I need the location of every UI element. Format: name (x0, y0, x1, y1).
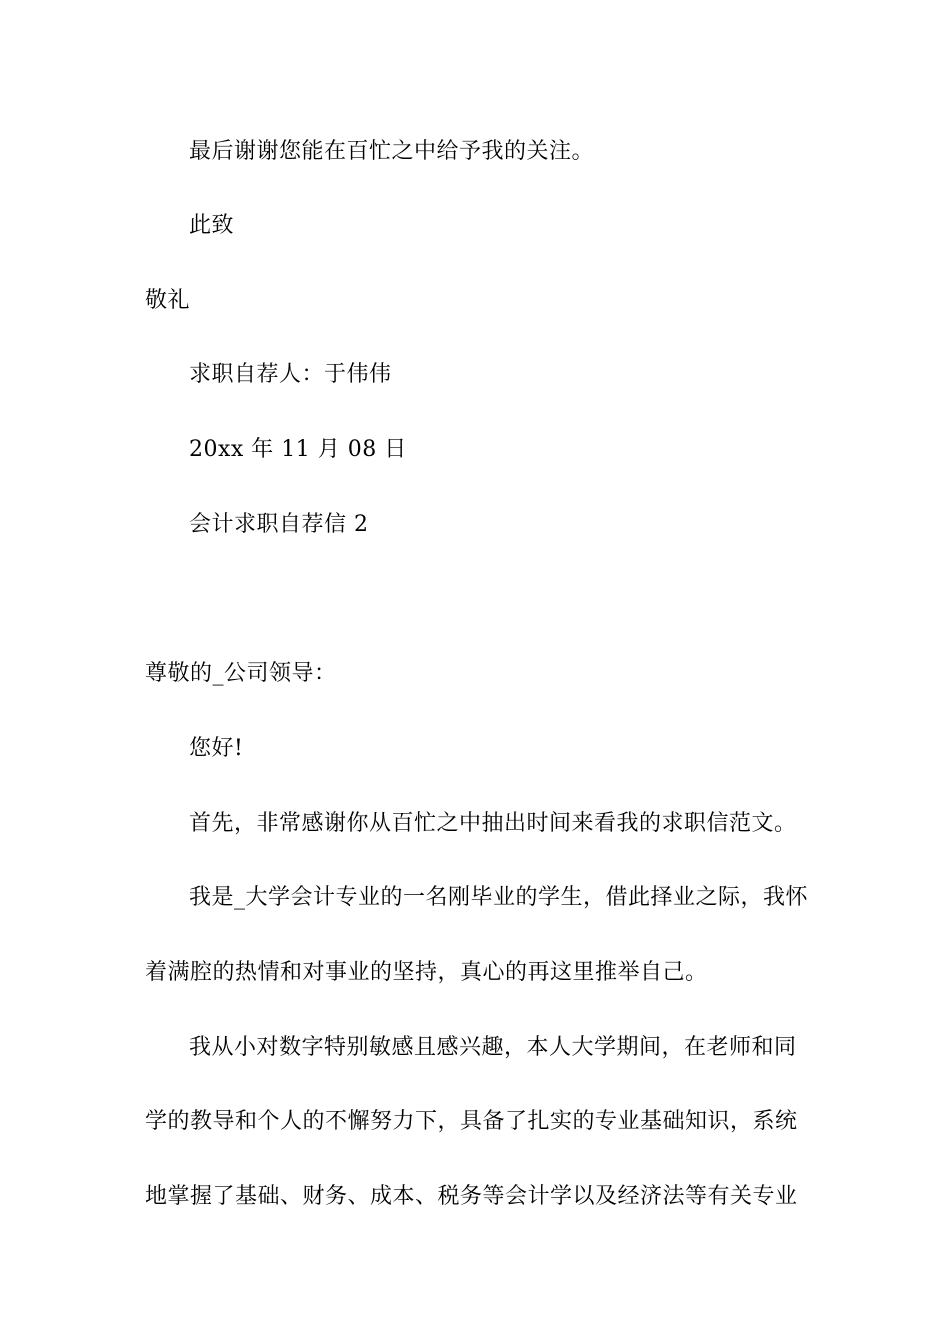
salutation-jingli: 敬礼 (145, 288, 191, 313)
letter-2-title: 会计求职自荐信 2 (189, 512, 369, 537)
paragraph-skills-line-2: 学的教导和个人的不懈努力下，具备了扎实的专业基础知识，系统 (145, 1109, 798, 1134)
paragraph-skills-line-1: 我从小对数字特别敏感且感兴趣，本人大学期间，在老师和同 (189, 1035, 797, 1060)
paragraph-intro-line-1: 我是_大学会计专业的一名刚毕业的学生，借此择业之际，我怀 (189, 885, 809, 910)
closing-thanks-paragraph: 最后谢谢您能在百忙之中给予我的关注。 (189, 139, 595, 164)
salutation-cizhi: 此致 (189, 213, 235, 238)
paragraph-thanks: 首先，非常感谢你从百忙之中抽出时间来看我的求职信范文。 (189, 811, 797, 836)
letter-date: 20xx 年 11 月 08 日 (189, 437, 407, 462)
greeting-hello: 您好! (189, 736, 244, 761)
signature-applicant: 求职自荐人：于伟伟 (189, 362, 392, 387)
paragraph-intro-line-2: 着满腔的热情和对事业的坚持，真心的再这里推举自己。 (145, 960, 708, 985)
paragraph-skills-line-3: 地掌握了基础、财务、成本、税务等会计学以及经济法等有关专业 (145, 1184, 798, 1209)
letter-greeting: 尊敬的_公司领导： (145, 661, 337, 686)
